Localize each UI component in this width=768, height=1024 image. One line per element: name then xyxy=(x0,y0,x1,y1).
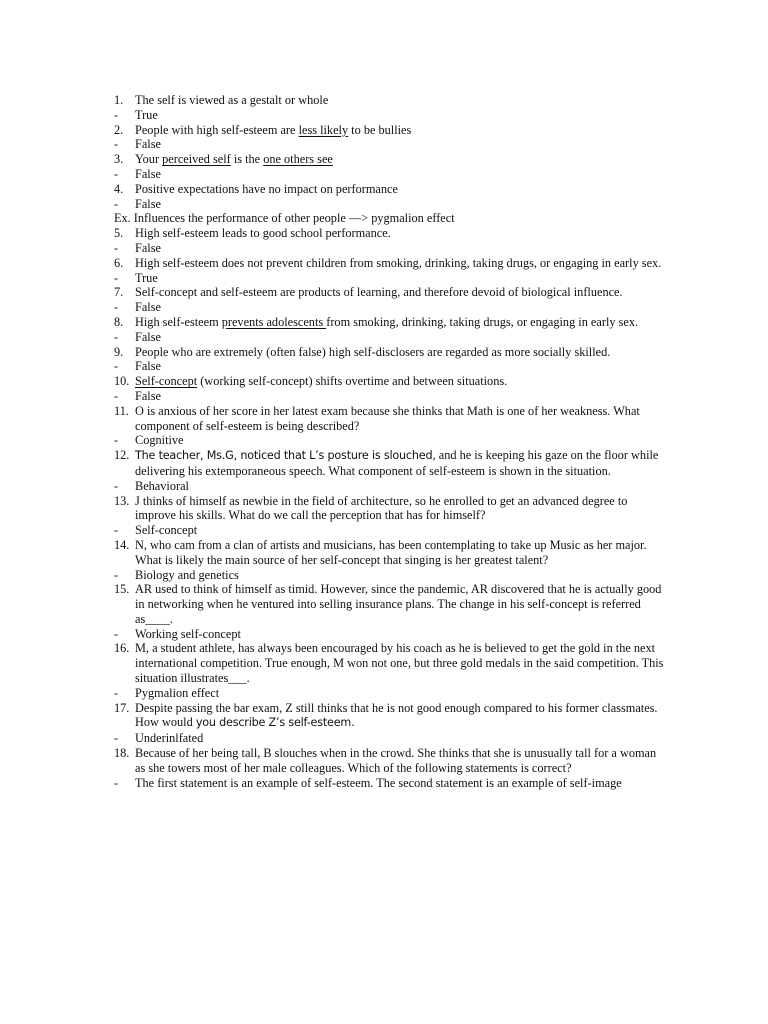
answer-dash: - xyxy=(114,775,119,790)
question-text xyxy=(135,315,674,330)
answer-line xyxy=(114,776,674,791)
text-run: Self-concept xyxy=(135,523,198,538)
answer-dash: - xyxy=(114,433,119,448)
answer-dash: - xyxy=(114,196,119,211)
question-item xyxy=(114,538,674,568)
text-run: True xyxy=(135,270,158,285)
answer-text xyxy=(135,776,674,791)
text-run: The self is viewed as a gestalt or whole xyxy=(135,93,329,107)
question-line: improve his skills. What do we call the perception that has for himself? xyxy=(135,508,486,523)
answer-line xyxy=(114,197,674,212)
question-item xyxy=(114,494,674,524)
question-item xyxy=(114,315,674,330)
text-run: Behavioral xyxy=(135,478,189,493)
question-line: O is anxious of her score in her latest exam because she thinks that Math is one of her weakness. What xyxy=(135,403,640,418)
answer-line xyxy=(114,389,674,404)
answer-text xyxy=(135,731,674,746)
text-run-alt-font: The teacher, Ms.G, noticed that L’s posture is slouched, xyxy=(135,449,436,463)
text-run: False xyxy=(135,137,161,152)
text-run: False xyxy=(135,166,161,181)
answer-line xyxy=(114,300,674,315)
text-run: Biology and genetics xyxy=(135,567,239,582)
question-text xyxy=(135,256,674,271)
answer-line xyxy=(114,330,674,345)
text-run: Positive expectations have no impact on performance xyxy=(135,181,398,196)
answer-line xyxy=(114,433,674,448)
answer-dash: - xyxy=(114,137,119,152)
question-line: Despite passing the bar exam, Z still thinks that he is not good enough compared to his former classmates. xyxy=(135,700,658,715)
question-text xyxy=(135,404,674,434)
text-run: High self-esteem leads to good school performance. xyxy=(135,226,391,241)
question-item xyxy=(114,152,674,167)
question-text xyxy=(135,374,674,389)
question-number: 11. xyxy=(114,403,129,418)
question-item xyxy=(114,123,674,138)
answer-dash: - xyxy=(114,270,119,285)
question-line: as she towers most of her male colleagues. Which of the following statements is correct? xyxy=(135,760,572,775)
answer-dash: - xyxy=(114,359,119,374)
example-note xyxy=(114,211,674,226)
question-text xyxy=(135,226,674,241)
answer-text xyxy=(135,389,674,404)
question-item xyxy=(114,226,674,241)
question-line: as____. xyxy=(135,611,173,626)
answer-text xyxy=(135,359,674,374)
question-number: 9. xyxy=(114,344,124,359)
question-text xyxy=(135,448,674,479)
question-number: 1. xyxy=(114,93,124,107)
quiz-list xyxy=(114,93,674,790)
answer-dash: - xyxy=(114,731,119,746)
answer-text xyxy=(135,686,674,701)
text-run: False xyxy=(135,240,161,255)
text-run-alt-font: you describe Z’s self-esteem. xyxy=(195,716,355,730)
question-text xyxy=(135,494,674,524)
question-line: Because of her being tall, B slouches when in the crowd. She thinks that she is unusually tall for a woman xyxy=(135,746,657,761)
text-run: Underinlfated xyxy=(135,731,204,746)
answer-text xyxy=(135,167,674,182)
answer-text xyxy=(135,197,674,212)
text-run: is the xyxy=(230,152,264,167)
answer-dash: - xyxy=(114,523,119,538)
question-number: 17. xyxy=(114,700,130,715)
question-number: 10. xyxy=(114,374,130,389)
question-text xyxy=(135,641,674,685)
question-item xyxy=(114,345,674,360)
question-number: 12. xyxy=(114,448,130,463)
question-line xyxy=(135,448,674,464)
answer-dash: - xyxy=(114,166,119,181)
text-run: People with high self-esteem are xyxy=(135,122,299,137)
text-run: Cognitive xyxy=(135,433,184,448)
text-run: False xyxy=(135,359,161,374)
answer-dash: - xyxy=(114,685,119,700)
answer-line xyxy=(114,167,674,182)
text-run: and he is keeping his gaze on the floor while xyxy=(435,448,659,463)
question-text xyxy=(135,538,674,568)
underlined-phrase: less likely xyxy=(298,122,349,137)
question-number: 18. xyxy=(114,746,130,761)
answer-text xyxy=(135,108,674,123)
answer-line xyxy=(114,627,674,642)
question-number: 15. xyxy=(114,582,130,597)
text-run: False xyxy=(135,196,161,211)
question-text xyxy=(135,746,674,776)
question-item xyxy=(114,404,674,434)
answer-dash: - xyxy=(114,388,119,403)
question-text xyxy=(135,182,674,197)
text-run: (working self-concept) shifts overtime and between situations. xyxy=(197,374,508,389)
question-item xyxy=(114,93,674,108)
answer-dash: - xyxy=(114,478,119,493)
question-item xyxy=(114,746,674,776)
underlined-phrase: one others see xyxy=(263,152,333,167)
answer-dash: - xyxy=(114,107,119,122)
answer-line xyxy=(114,359,674,374)
answer-dash: - xyxy=(114,329,119,344)
answer-line xyxy=(114,523,674,538)
text-run: False xyxy=(135,329,161,344)
question-line: in networking when he ventured into selling insurance plans. The change in his self-concept is referred xyxy=(135,597,641,612)
question-number: 16. xyxy=(114,641,130,656)
answer-line xyxy=(114,271,674,286)
underlined-phrase: perceived self xyxy=(162,152,231,167)
answer-dash: - xyxy=(114,240,119,255)
text-run: Pygmalion effect xyxy=(135,685,220,700)
question-text xyxy=(135,345,674,360)
question-line: M, a student athlete, has always been encouraged by his coach as he is believed to get the gold in the next xyxy=(135,641,656,656)
answer-text xyxy=(135,627,674,642)
question-line: N, who cam from a clan of artists and musicians, has been contemplating to take up Music as her major. xyxy=(135,537,647,552)
example-text: Ex. Influences the performance of other people —> pygmalion effect xyxy=(114,211,455,226)
answer-line xyxy=(114,479,674,494)
text-run: from smoking, drinking, taking drugs, or engaging in early sex. xyxy=(326,314,639,329)
question-item xyxy=(114,256,674,271)
answer-text xyxy=(135,568,674,583)
question-line: AR used to think of himself as timid. However, since the pandemic, AR discovered that he is actually good xyxy=(135,582,662,597)
question-text xyxy=(135,123,674,138)
question-item xyxy=(114,701,674,732)
answer-line xyxy=(114,137,674,152)
question-number: 7. xyxy=(114,285,124,300)
answer-line xyxy=(114,568,674,583)
question-line: What is likely the main source of her self-concept that singing is her greatest talent? xyxy=(135,552,549,567)
answer-text xyxy=(135,271,674,286)
text-run: to be bullies xyxy=(348,122,412,137)
question-item xyxy=(114,641,674,685)
question-text xyxy=(135,152,674,167)
text-run: How would xyxy=(135,715,196,730)
answer-dash: - xyxy=(114,300,119,315)
text-run: The first statement is an example of self-esteem. The second statement is an example of self-image xyxy=(135,775,622,790)
question-number: 4. xyxy=(114,181,124,196)
text-run: People who are extremely (often false) high self-disclosers are regarded as more socially skilled. xyxy=(135,344,611,359)
answer-text xyxy=(135,241,674,256)
question-number: 13. xyxy=(114,493,130,508)
text-run: High self-esteem xyxy=(135,314,222,329)
question-line: international competition. True enough, M won not one, but three gold medals in the said competition. This xyxy=(135,656,664,671)
text-run: True xyxy=(135,107,158,122)
question-text xyxy=(135,285,674,300)
text-run: Self-concept and self-esteem are products of learning, and therefore devoid of biological influence. xyxy=(135,285,623,300)
question-line: situation illustrates___. xyxy=(135,671,250,686)
question-text xyxy=(135,93,674,108)
text-run: False xyxy=(135,300,161,315)
question-number: 2. xyxy=(114,122,124,137)
question-number: 14. xyxy=(114,537,130,552)
question-line: delivering his extemporaneous speech. What component of self-esteem is shown in the situation. xyxy=(135,463,611,478)
underlined-phrase: prevents adolescents xyxy=(221,314,327,329)
underlined-phrase: Self-concept xyxy=(135,374,198,389)
question-line: J thinks of himself as newbie in the field of architecture, so he enrolled to get an advanced degree to xyxy=(135,493,628,508)
text-run: Working self-concept xyxy=(135,626,241,641)
question-line: component of self-esteem is being described? xyxy=(135,418,360,433)
question-item xyxy=(114,582,674,626)
question-item xyxy=(114,448,674,479)
answer-dash: - xyxy=(114,567,119,582)
answer-line xyxy=(114,686,674,701)
answer-line xyxy=(114,731,674,746)
question-text xyxy=(135,701,674,732)
question-text xyxy=(135,582,674,626)
question-item xyxy=(114,374,674,389)
text-run: False xyxy=(135,388,161,403)
answer-text xyxy=(135,433,674,448)
answer-text xyxy=(135,137,674,152)
answer-text xyxy=(135,479,674,494)
answer-text xyxy=(135,300,674,315)
question-number: 5. xyxy=(114,226,124,241)
text-run: Your xyxy=(135,152,163,167)
answer-text xyxy=(135,330,674,345)
question-number: 6. xyxy=(114,255,124,270)
question-number: 3. xyxy=(114,152,124,167)
question-item xyxy=(114,285,674,300)
question-line xyxy=(135,715,674,731)
answer-line xyxy=(114,241,674,256)
answer-dash: - xyxy=(114,626,119,641)
answer-text xyxy=(135,523,674,538)
question-number: 8. xyxy=(114,314,124,329)
answer-line xyxy=(114,108,674,123)
text-run: High self-esteem does not prevent children from smoking, drinking, taking drugs, or engaging in early sex. xyxy=(135,255,662,270)
question-item xyxy=(114,182,674,197)
